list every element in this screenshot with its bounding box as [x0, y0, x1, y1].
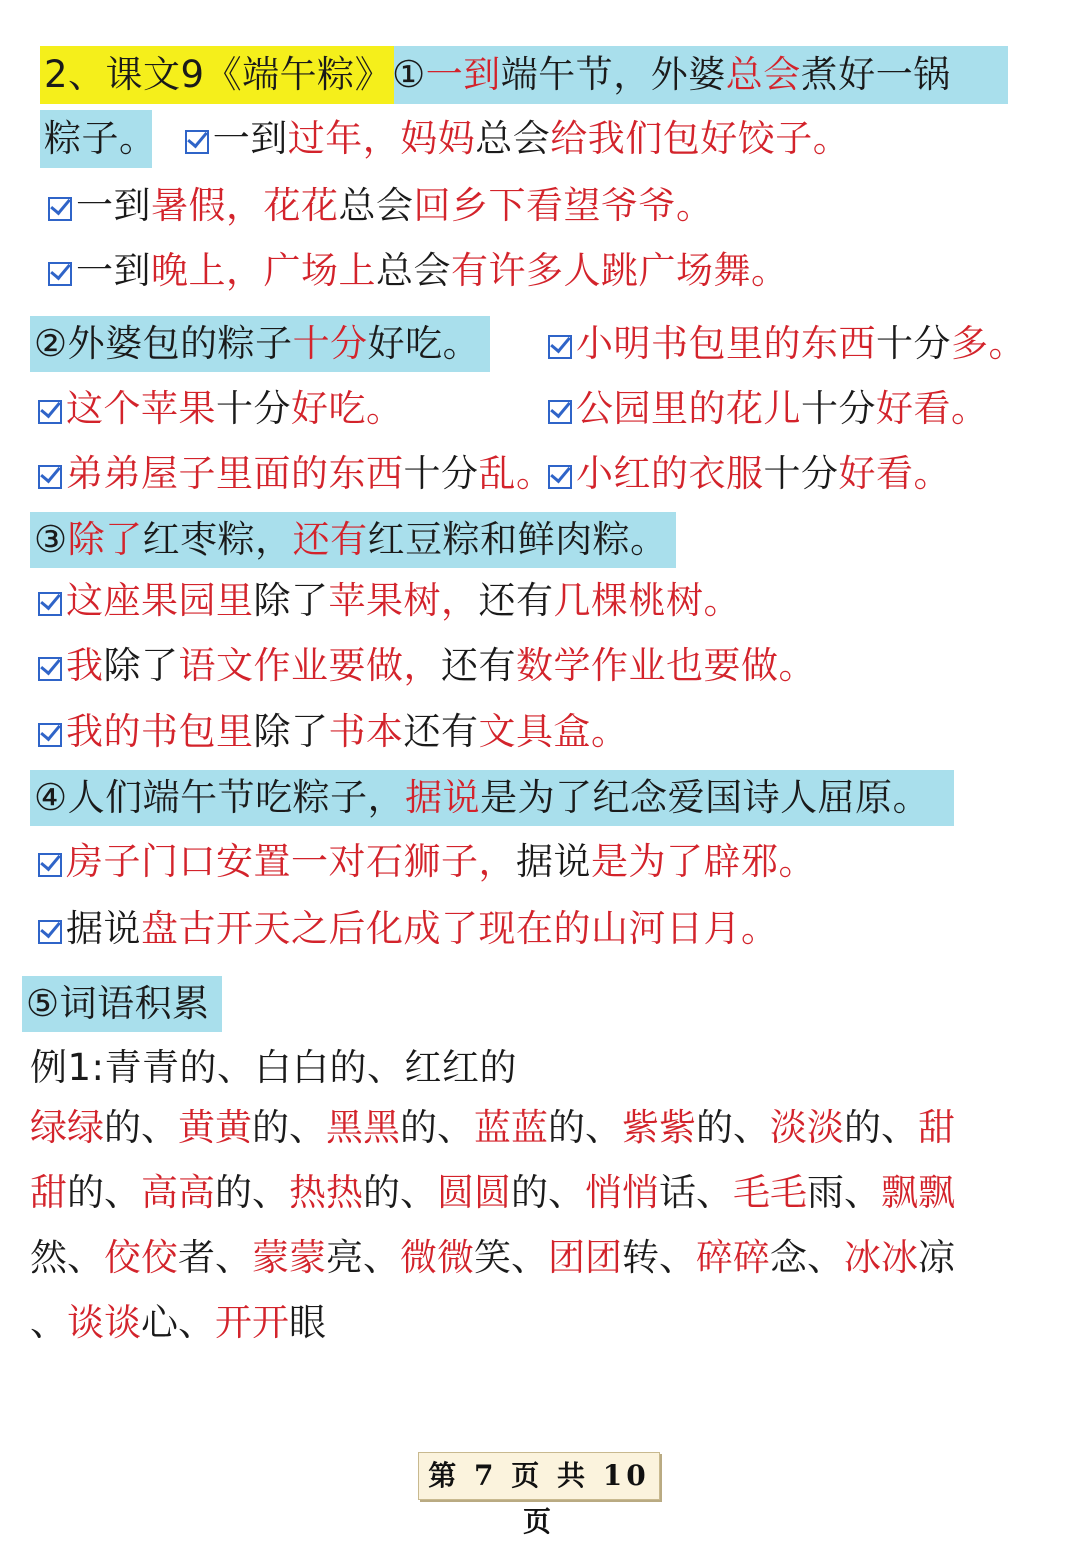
word-black: 的、 [104, 1106, 178, 1149]
s3-example3: 我的书包里除了书本还有文具盒。 [38, 706, 629, 758]
checkbox-checked-icon [38, 853, 62, 877]
word-red: 团团 [548, 1236, 622, 1279]
word-red: 微微 [400, 1236, 474, 1279]
s3-sentence: ③除了红枣粽，还有红豆粽和鲜肉粽。 [34, 518, 668, 561]
checkbox-checked-icon [38, 920, 62, 944]
s2-example-r3: 小红的衣服十分好看。 [548, 448, 951, 500]
word-red: 圆圆 [437, 1171, 511, 1214]
checkbox-checked-icon [38, 592, 62, 616]
word-black: 眼 [289, 1301, 326, 1344]
word-red: 热热 [289, 1171, 363, 1214]
word-black: 然、 [30, 1236, 104, 1279]
word-black: 转、 [622, 1236, 696, 1279]
s2-example-l2: 这个苹果十分好吃。 [38, 383, 404, 435]
word-red: 碎碎 [696, 1236, 770, 1279]
word-line [30, 1167, 955, 1219]
s4-sentence: ④人们端午节吃粽子，据说是为了纪念爱国诗人屈原。 [34, 776, 931, 819]
word-black: 亮、 [326, 1236, 400, 1279]
word-line [30, 1102, 955, 1154]
word-black: 的、 [696, 1106, 770, 1149]
s4-example2: 据说盘古开天之后化成了现在的山河日月。 [38, 903, 779, 955]
word-red: 蓝蓝 [474, 1106, 548, 1149]
s2-example-r2: 公园里的花儿十分好看。 [548, 383, 989, 435]
word-red: 紫紫 [622, 1106, 696, 1149]
word-black: 的、 [844, 1106, 918, 1149]
checkbox-checked-icon [38, 400, 62, 424]
word-red: 开开 [215, 1301, 289, 1344]
lesson-label: 2、课文9《端午粽》 [44, 53, 393, 96]
word-red: 绿绿 [30, 1106, 104, 1149]
word-black: 的、 [215, 1171, 289, 1214]
word-red: 淡淡 [770, 1106, 844, 1149]
s3-example1: 这座果园里除了苹果树，还有几棵桃树。 [38, 575, 741, 627]
word-line [30, 1232, 955, 1284]
word-red: 高高 [141, 1171, 215, 1214]
word-line [30, 1297, 326, 1349]
s1-line1: 2、课文9《端午粽》①一到端午节，外婆总会煮好一锅 [44, 53, 951, 96]
word-black: 的、 [363, 1171, 437, 1214]
word-black: 、 [30, 1301, 67, 1344]
checkbox-checked-icon [185, 130, 209, 154]
word-red: 甜 [30, 1171, 67, 1214]
word-black: 话、 [659, 1171, 733, 1214]
page-number: 第 7 页 共 10 页 [418, 1452, 660, 1500]
checkbox-checked-icon [548, 400, 572, 424]
s1-line2: 粽子。 一到过年，妈妈总会给我们包好饺子。 [44, 117, 851, 160]
word-black: 者、 [178, 1236, 252, 1279]
word-red: 谈谈 [67, 1301, 141, 1344]
word-black: 的、 [548, 1106, 622, 1149]
s2-example-l3: 弟弟屋子里面的东西十分乱。 [38, 448, 554, 500]
checkbox-checked-icon [48, 197, 72, 221]
s1-example3: 一到晚上，广场上总会有许多人跳广场舞。 [48, 245, 789, 297]
word-black: 心、 [141, 1301, 215, 1344]
checkbox-checked-icon [38, 657, 62, 681]
word-red: 蒙蒙 [252, 1236, 326, 1279]
s2-sentence: ②外婆包的粽子十分好吃。 [34, 322, 481, 365]
s4-example1: 房子门口安置一对石狮子，据说是为了辟邪。 [38, 836, 816, 888]
checkbox-checked-icon [38, 465, 62, 489]
word-black: 的、 [252, 1106, 326, 1149]
word-red: 黄黄 [178, 1106, 252, 1149]
word-black: 雨、 [807, 1171, 881, 1214]
word-red: 飘飘 [881, 1171, 955, 1214]
word-red: 甜 [918, 1106, 955, 1149]
word-red: 冰冰 [844, 1236, 918, 1279]
s3-example2: 我除了语文作业要做，还有数学作业也要做。 [38, 640, 816, 692]
word-red: 佼佼 [104, 1236, 178, 1279]
checkbox-checked-icon [548, 335, 572, 359]
word-black: 念、 [770, 1236, 844, 1279]
s5-title: ⑤词语积累 [26, 982, 210, 1025]
s5-example: 例1:青青的、白白的、红红的 [30, 1046, 518, 1089]
word-red: 毛毛 [733, 1171, 807, 1214]
checkbox-checked-icon [38, 723, 62, 747]
s1-example2: 一到暑假，花花总会回乡下看望爷爷。 [48, 180, 714, 232]
word-red: 悄悄 [585, 1171, 659, 1214]
word-black: 笑、 [474, 1236, 548, 1279]
checkbox-checked-icon [48, 262, 72, 286]
s2-example-r1: 小明书包里的东西十分多。 [548, 318, 1026, 370]
word-black: 的、 [511, 1171, 585, 1214]
word-black: 的、 [400, 1106, 474, 1149]
word-black: 凉 [918, 1236, 955, 1279]
word-red: 黑黑 [326, 1106, 400, 1149]
checkbox-checked-icon [548, 465, 572, 489]
word-black: 的、 [67, 1171, 141, 1214]
